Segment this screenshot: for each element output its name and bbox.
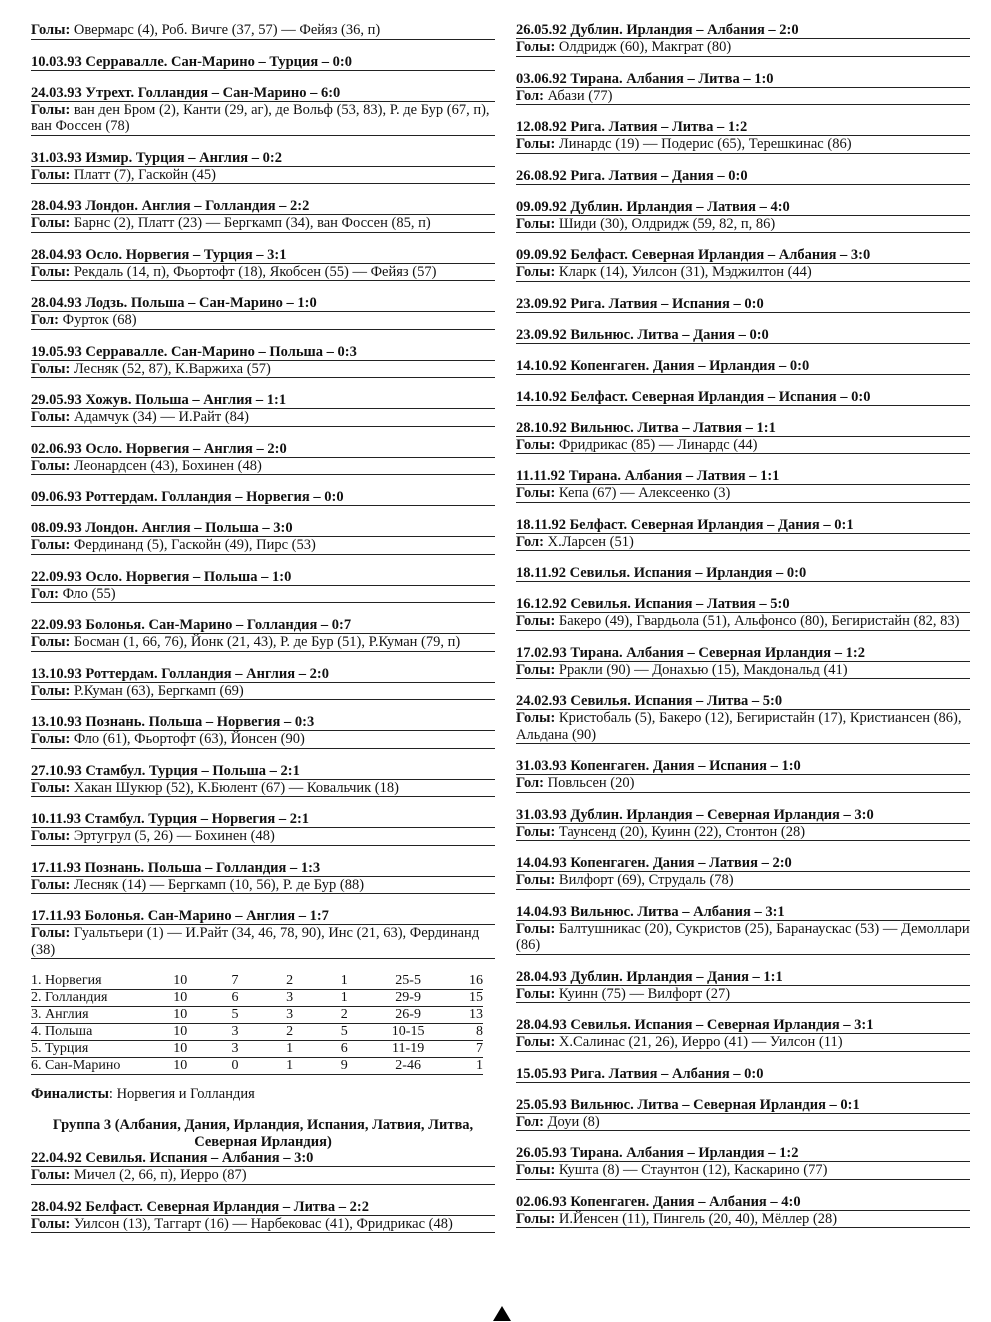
standings-cell-team: 5. Турция: [31, 1041, 153, 1058]
match-header: 17.02.93 Тирана. Албания – Северная Ирландия – 1:2: [516, 645, 970, 662]
match-goals: [31, 215, 495, 233]
goals-text: Лесняк (14) — Бергкамп (10, 56), Р. де Бур (88): [73, 876, 365, 893]
match-entry: [31, 489, 495, 506]
goals-label: Голы:: [516, 872, 556, 888]
match-goals: [31, 731, 495, 749]
match-entry: [31, 392, 495, 427]
match-header: 02.06.93 Копенгаген. Дания – Албания – 4:0: [516, 1194, 970, 1211]
goals-label: Голы:: [516, 436, 556, 453]
match-entry: [516, 358, 970, 375]
match-goals: [31, 167, 495, 185]
match-entry: [516, 168, 970, 185]
finalists-text: : Норвегия и Голландия: [108, 1086, 255, 1102]
standings-cell-gd: 2-46: [372, 1058, 445, 1075]
standings-cell-d: 1: [262, 1058, 317, 1075]
match-entry: [516, 807, 970, 842]
match-entry: [516, 247, 970, 282]
match-entry: [516, 1145, 970, 1180]
match-goals: [516, 216, 970, 234]
standings-cell-w: 0: [208, 1058, 263, 1075]
match-entry: [31, 198, 495, 233]
standings-cell-p: 10: [153, 1041, 208, 1058]
group-standings-table: [31, 973, 483, 1075]
match-header: 08.09.93 Лондон. Англия – Польша – 3:0: [31, 520, 495, 537]
match-entry: [31, 763, 495, 798]
standings-cell-l: 2: [317, 1007, 372, 1024]
goals-label: Голы:: [31, 876, 71, 893]
standings-cell-pts: 8: [445, 1024, 483, 1041]
match-header: 28.04.92 Белфаст. Северная Ирландия – Литва – 2:2: [31, 1199, 495, 1216]
standings-cell-pts: 16: [445, 973, 483, 990]
match-header: 25.05.93 Вильнюс. Литва – Северная Ирландия – 0:1: [516, 1097, 970, 1114]
standings-cell-p: 10: [153, 1024, 208, 1041]
match-entry: [31, 520, 495, 555]
standings-cell-gd: 29-9: [372, 990, 445, 1007]
goals-label: Гол:: [31, 585, 59, 602]
goals-label: Голы:: [516, 710, 556, 726]
match-goals: [31, 877, 495, 895]
standings-cell-team: 4. Польша: [31, 1024, 153, 1041]
match-header: 17.11.93 Болонья. Сан-Марино – Англия – 1:7: [31, 908, 495, 925]
match-entry: [31, 908, 495, 959]
standings-cell-gd: 26-9: [372, 1007, 445, 1024]
goals-text: Вилфорт (69), Струдаль (78): [558, 872, 734, 888]
goals-label: Голы:: [516, 1210, 556, 1227]
goals-label: Голы:: [516, 985, 556, 1002]
goals-text: Фло (61), Фьортофт (63), Йонсен (90): [73, 731, 305, 747]
match-entry: [516, 22, 970, 57]
match-entry: [516, 1097, 970, 1132]
match-header: 23.09.92 Рига. Латвия – Испания – 0:0: [516, 296, 970, 313]
standings-cell-w: 3: [208, 1041, 263, 1058]
match-header: 28.04.93 Лодзь. Польша – Сан-Марино – 1:0: [31, 295, 495, 312]
standings-cell-d: 1: [262, 1041, 317, 1058]
standings-cell-pts: 1: [445, 1058, 483, 1075]
goals-label: Голы:: [31, 1167, 71, 1183]
match-entry: [516, 296, 970, 313]
goals-label: Голы:: [31, 537, 71, 553]
goals-label: Голы:: [516, 661, 556, 678]
match-goals: [31, 312, 495, 330]
standings-cell-p: 10: [153, 973, 208, 990]
match-goals: [516, 264, 970, 282]
match-header: 24.03.93 Утрехт. Голландия – Сан-Марино – 6:0: [31, 85, 495, 102]
goals-label: Голы:: [516, 485, 556, 501]
match-goals: [31, 828, 495, 846]
goals-label: Голы:: [31, 457, 71, 474]
goals-text: Рекдаль (14, п), Фьортофт (18), Якобсен (55) — Фейяз (57): [73, 263, 437, 280]
match-goals: [516, 872, 970, 890]
goals-label: Голы:: [516, 264, 556, 280]
match-goals: [516, 1114, 970, 1132]
match-goals: [516, 824, 970, 842]
goals-text: Фридрикас (85) — Линардс (44): [558, 436, 758, 453]
match-entry: [31, 344, 495, 379]
standings-row: [31, 1024, 483, 1041]
match-entry: [516, 596, 970, 631]
goals-text: Кларк (14), Уилсон (31), Мэджилтон (44): [558, 264, 812, 280]
match-header: 31.03.93 Измир. Турция – Англия – 0:2: [31, 150, 495, 167]
match-entry: [31, 569, 495, 604]
goals-text: Лесняк (52, 87), К.Варжиха (57): [73, 360, 271, 377]
standings-cell-d: 3: [262, 990, 317, 1007]
match-header: 22.09.93 Осло. Норвегия – Польша – 1:0: [31, 569, 495, 586]
goals-text: Адамчук (34) — И.Райт (84): [73, 409, 249, 425]
match-entry: [516, 420, 970, 455]
match-entry: [31, 295, 495, 330]
match-entry: [31, 1199, 495, 1234]
match-entry: [516, 645, 970, 680]
goals-text: Эртугрул (5, 26) — Бохинен (48): [73, 828, 275, 844]
match-header: 13.10.93 Роттердам. Голландия – Англия – 2:0: [31, 666, 495, 683]
match-goals: [31, 1167, 495, 1185]
match-header: 31.03.93 Копенгаген. Дания – Испания – 1:0: [516, 758, 970, 775]
standings-cell-d: 3: [262, 1007, 317, 1024]
match-header: 22.04.92 Севилья. Испания – Албания – 3:0: [31, 1150, 495, 1167]
match-entry: [31, 860, 495, 895]
match-header: 18.11.92 Белфаст. Северная Ирландия – Дания – 0:1: [516, 517, 970, 534]
goals-text: Кушта (8) — Стаунтон (12), Каскарино (77): [558, 1162, 828, 1178]
goals-text: Кепа (67) — Алексеенко (3): [558, 485, 731, 501]
goals-label: Голы:: [31, 731, 71, 747]
standings-cell-pts: 7: [445, 1041, 483, 1058]
match-header: 13.10.93 Познань. Польша – Норвегия – 0:3: [31, 714, 495, 731]
goals-text: Овермарс (4), Роб. Вичге (37, 57) — Фейяз (36, п): [73, 22, 381, 38]
finalists-label: Финалисты: [31, 1086, 109, 1102]
match-header: 14.10.92 Копенгаген. Дания – Ирландия – 0:0: [516, 358, 970, 375]
goals-label: Голы:: [31, 1215, 71, 1232]
match-goals: [31, 361, 495, 379]
match-header: 27.10.93 Стамбул. Турция – Польша – 2:1: [31, 763, 495, 780]
match-header: 28.10.92 Вильнюс. Литва – Латвия – 1:1: [516, 420, 970, 437]
match-entry: [516, 1194, 970, 1229]
goals-text: Доуи (8): [547, 1113, 600, 1130]
match-entry: [516, 389, 970, 406]
match-entry: [31, 617, 495, 652]
match-header: 24.02.93 Севилья. Испания – Литва – 5:0: [516, 693, 970, 710]
goals-text: Платт (7), Гаскойн (45): [73, 166, 216, 183]
standings-cell-d: 2: [262, 1024, 317, 1041]
standings-row: [31, 973, 483, 990]
match-entry: [516, 1066, 970, 1083]
match-goals: [31, 1216, 495, 1234]
match-entry: [516, 71, 970, 106]
match-entry: [516, 517, 970, 552]
standings-row: [31, 1041, 483, 1058]
match-entry: [31, 150, 495, 185]
match-header: 26.05.93 Тирана. Албания – Ирландия – 1:2: [516, 1145, 970, 1162]
goals-text: Фло (55): [62, 585, 116, 602]
match-goals: [516, 662, 970, 680]
match-entry: [31, 54, 495, 71]
match-entry: [31, 811, 495, 846]
match-entry: [516, 468, 970, 503]
match-entry: [31, 1150, 495, 1185]
standings-row: [31, 1007, 483, 1024]
standings-cell-l: 1: [317, 990, 372, 1007]
finalists-line: [31, 1085, 495, 1103]
match-entry: [516, 969, 970, 1004]
match-entry: [516, 693, 970, 744]
goals-text: Шиди (30), Олдридж (59, 82, п, 86): [558, 215, 776, 232]
match-goals: [516, 136, 970, 154]
goals-text: ван ден Бром (2), Канти (29, аг), де Вольф (53, 83), Р. де Бур (67, п), ван Фоссен (78): [31, 101, 490, 134]
match-entry: [31, 85, 495, 136]
match-goals: [31, 586, 495, 604]
match-header: 10.03.93 Серравалле. Сан-Марино – Турция – 0:0: [31, 54, 495, 71]
goals-text: Олдридж (60), Макграт (80): [558, 39, 732, 55]
match-header: 17.11.93 Познань. Польша – Голландия – 1:3: [31, 860, 495, 877]
right-match-list: [516, 22, 970, 1228]
match-goals: [31, 458, 495, 476]
goals-text: Гуальтьери (1) — И.Райт (34, 46, 78, 90), Инс (21, 63), Фердинанд (38): [31, 925, 480, 958]
match-header: 31.03.93 Дублин. Ирландия – Северная Ирландия – 3:0: [516, 807, 970, 824]
match-header: 16.12.92 Севилья. Испания – Латвия – 5:0: [516, 596, 970, 613]
standings-cell-l: 5: [317, 1024, 372, 1041]
standings-cell-team: 1. Норвегия: [31, 973, 153, 990]
match-entry: [516, 327, 970, 344]
goals-label: Гол:: [516, 87, 544, 104]
goals-text: Фурток (68): [62, 312, 137, 328]
goals-label: Голы:: [31, 828, 71, 844]
match-goals: [516, 1034, 970, 1052]
match-goals: [516, 613, 970, 631]
group3-match-list: [31, 1150, 495, 1233]
goals-text: Х.Салинас (21, 26), Иерро (41) — Уилсон (11): [558, 1034, 843, 1050]
match-entry: [516, 855, 970, 890]
standings-cell-pts: 13: [445, 1007, 483, 1024]
match-goals: [31, 634, 495, 652]
left-column: [31, 22, 495, 1247]
match-goals: [31, 683, 495, 701]
match-header: 26.05.92 Дублин. Ирландия – Албания – 2:0: [516, 22, 970, 39]
match-header: 23.09.92 Вильнюс. Литва – Дания – 0:0: [516, 327, 970, 344]
match-goals: [516, 1211, 970, 1229]
goals-text: Р.Куман (63), Бергкамп (69): [73, 682, 244, 699]
goals-text: Х.Ларсен (51): [547, 533, 634, 550]
match-goals: [516, 986, 970, 1004]
standings-cell-p: 10: [153, 1058, 208, 1075]
standings-cell-w: 6: [208, 990, 263, 1007]
match-goals: [31, 102, 495, 136]
match-entry: [31, 714, 495, 749]
goals-text: Повльсен (20): [547, 775, 635, 791]
goals-text: Фердинанд (5), Гаскойн (49), Пирс (53): [73, 537, 316, 553]
match-entry: [516, 199, 970, 234]
goals-label: Гол:: [516, 775, 544, 791]
match-header: 28.04.93 Лондон. Англия – Голландия – 2:2: [31, 198, 495, 215]
goals-text: Балтушникас (20), Сукристов (25), Баранаускас (53) — Демоллари (86): [516, 920, 970, 953]
goals-text: Куинн (75) — Вилфорт (27): [558, 985, 731, 1002]
group3-title: Группа 3 (Албания, Дания, Ирландия, Испания, Латвия, Литва, Северная Ирландия): [52, 1117, 474, 1150]
match-goals: [516, 710, 970, 744]
left-match-list: [31, 54, 495, 960]
match-header: 28.04.93 Дублин. Ирландия – Дания – 1:1: [516, 969, 970, 986]
match-header: 14.04.93 Вильнюс. Литва – Албания – 3:1: [516, 904, 970, 921]
match-header: 22.09.93 Болонья. Сан-Марино – Голландия – 0:7: [31, 617, 495, 634]
standings-row: [31, 1058, 483, 1075]
standings-cell-l: 6: [317, 1041, 372, 1058]
match-entry: [516, 1017, 970, 1052]
goals-label: Голы:: [516, 1034, 556, 1050]
match-goals: [31, 264, 495, 282]
goals-label: Голы:: [31, 682, 71, 699]
goals-label: Голы:: [31, 263, 71, 280]
match-header: 15.05.93 Рига. Латвия – Албания – 0:0: [516, 1066, 970, 1083]
match-header: 09.06.93 Роттердам. Голландия – Норвегия – 0:0: [31, 489, 495, 506]
goals-text: Линардс (19) — Подерис (65), Терешкинас (86): [558, 136, 852, 152]
match-header: 28.04.93 Осло. Норвегия – Турция – 3:1: [31, 247, 495, 264]
goals-label: Голы:: [31, 409, 71, 425]
goals-label: Гол:: [31, 312, 59, 328]
goals-label: Голы:: [516, 39, 556, 55]
standings-row: [31, 990, 483, 1007]
match-goals: [516, 921, 970, 955]
goals-label: Голы:: [31, 215, 71, 231]
goals-label: Голы:: [516, 920, 556, 937]
match-header: 14.04.93 Копенгаген. Дания – Латвия – 2:0: [516, 855, 970, 872]
match-entry: [516, 758, 970, 793]
match-entry: [516, 904, 970, 955]
goals-label: Голы:: [516, 215, 556, 232]
goals-label: Голы:: [516, 136, 556, 152]
match-header: 19.05.93 Серравалле. Сан-Марино – Польша – 0:3: [31, 344, 495, 361]
goals-label: Голы:: [31, 634, 71, 650]
standings-cell-team: 3. Англия: [31, 1007, 153, 1024]
goals-label: Голы:: [31, 166, 71, 183]
standings-cell-p: 10: [153, 1007, 208, 1024]
match-header: 29.05.93 Хожув. Польша – Англия – 1:1: [31, 392, 495, 409]
standings-cell-p: 10: [153, 990, 208, 1007]
match-goals: [516, 1162, 970, 1180]
match-goals: [31, 537, 495, 555]
triangle-up-icon: [493, 1306, 511, 1321]
match-header: 11.11.92 Тирана. Албания – Латвия – 1:1: [516, 468, 970, 485]
top-goals-line: [31, 22, 495, 40]
goals-label: Гол:: [516, 533, 544, 550]
match-goals: [516, 485, 970, 503]
right-column: [516, 22, 970, 1242]
goals-text: Леонардсен (43), Бохинен (48): [73, 457, 262, 474]
goals-text: Босман (1, 66, 76), Йонк (21, 43), Р. де Бур (51), Р.Куман (79, п): [73, 634, 461, 650]
goals-text: И.Йенсен (11), Пингель (20, 40), Мёллер (28): [558, 1210, 838, 1227]
match-goals: [516, 88, 970, 106]
standings-cell-w: 7: [208, 973, 263, 990]
standings-cell-gd: 11-19: [372, 1041, 445, 1058]
goals-label: Голы:: [516, 613, 556, 629]
goals-label: Гол:: [516, 1113, 544, 1130]
standings-cell-team: 2. Голландия: [31, 990, 153, 1007]
match-header: 28.04.93 Севилья. Испания – Северная Ирландия – 3:1: [516, 1017, 970, 1034]
match-goals: [516, 534, 970, 552]
match-goals: [31, 780, 495, 798]
match-header: 10.11.93 Стамбул. Турция – Норвегия – 2:1: [31, 811, 495, 828]
match-header: 09.09.92 Белфаст. Северная Ирландия – Албания – 3:0: [516, 247, 970, 264]
standings-cell-d: 2: [262, 973, 317, 990]
match-header: 14.10.92 Белфаст. Северная Ирландия – Испания – 0:0: [516, 389, 970, 406]
standings-cell-gd: 25-5: [372, 973, 445, 990]
goals-label: Голы:: [516, 1162, 556, 1178]
goals-text: Хакан Шукюр (52), К.Бюлент (67) — Ковальчик (18): [73, 779, 399, 796]
goals-text: Бакеро (49), Гвардьола (51), Альфонсо (80), Бегиристайн (82, 83): [558, 613, 960, 629]
match-header: 09.09.92 Дублин. Ирландия – Латвия – 4:0: [516, 199, 970, 216]
goals-text: Кристобаль (5), Бакеро (12), Бегиристайн (17), Кристиансен (86), Альдана (90): [516, 710, 962, 743]
goals-text: Уилсон (13), Таггарт (16) — Нарбековас (41), Фридрикас (48): [73, 1215, 453, 1232]
match-header: 12.08.92 Рига. Латвия – Литва – 1:2: [516, 119, 970, 136]
match-goals: [516, 437, 970, 455]
goals-label: Голы:: [31, 101, 71, 118]
standings-cell-team: 6. Сан-Марино: [31, 1058, 153, 1075]
standings-cell-w: 5: [208, 1007, 263, 1024]
match-goals: [31, 409, 495, 427]
match-entry: [31, 441, 495, 476]
match-header: 26.08.92 Рига. Латвия – Дания – 0:0: [516, 168, 970, 185]
standings-cell-w: 3: [208, 1024, 263, 1041]
match-header: 18.11.92 Севилья. Испания – Ирландия – 0:0: [516, 565, 970, 582]
match-entry: [31, 666, 495, 701]
goals-label: Голы:: [31, 360, 71, 377]
goals-label: Голы:: [31, 925, 71, 941]
standings-cell-l: 9: [317, 1058, 372, 1075]
goals-text: Рракли (90) — Донахью (15), Макдональд (41): [558, 661, 848, 678]
match-header: 03.06.92 Тирана. Албания – Литва – 1:0: [516, 71, 970, 88]
standings-cell-pts: 15: [445, 990, 483, 1007]
standings-cell-l: 1: [317, 973, 372, 990]
goals-label: Голы:: [31, 22, 71, 38]
goals-text: Абази (77): [547, 87, 613, 104]
match-entry: [516, 565, 970, 582]
standings-cell-gd: 10-15: [372, 1024, 445, 1041]
goals-label: Голы:: [516, 823, 556, 840]
match-goals: [516, 775, 970, 793]
match-goals: [516, 39, 970, 57]
goals-text: Таунсенд (20), Куинн (22), Стонтон (28): [558, 823, 806, 840]
match-entry: [516, 119, 970, 154]
match-header: 02.06.93 Осло. Норвегия – Англия – 2:0: [31, 441, 495, 458]
goals-text: Барнс (2), Платт (23) — Бергкамп (34), ван Фоссен (85, п): [73, 215, 431, 231]
match-entry: [31, 247, 495, 282]
goals-label: Голы:: [31, 779, 71, 796]
match-goals: [31, 925, 495, 959]
goals-text: Мичел (2, 66, п), Иерро (87): [73, 1167, 247, 1183]
